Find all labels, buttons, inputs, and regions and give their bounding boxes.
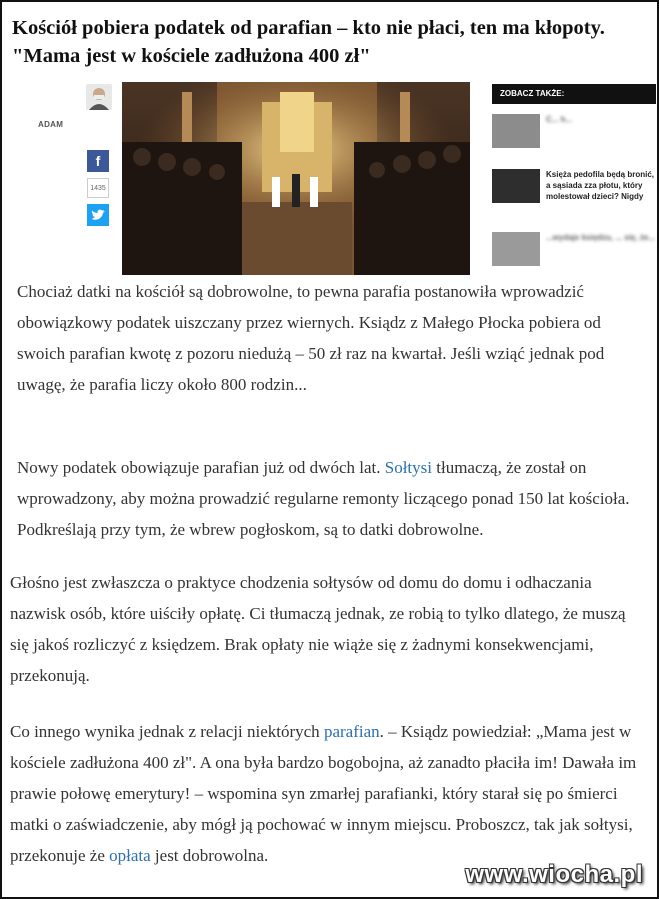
- sidebar-thumbnail: [492, 232, 540, 266]
- article-paragraph-3: Głośno jest zwłaszcza o praktyce chodzenia sołtysów od domu do domu i odhaczania nazwisk osób, które uiściły opłatę. Ci tłumaczą jednak, ze robią to tylko dlatego, że muszą się jakoś rozliczyć z księdzem. Brak opłaty nie wiąże się z żadnymi konsekwencjami, przekonują.: [10, 573, 626, 685]
- paragraph-text: jest dobrowolna.: [150, 846, 269, 865]
- site-watermark: www.wiocha.pl: [465, 861, 643, 888]
- sidebar-title: ZOBACZ TAKŻE:: [492, 84, 656, 104]
- oplata-link[interactable]: opłata: [109, 846, 151, 865]
- sidebar-item-title: Księża pedofila będą bronić, a sąsiada zza płotu, który molestował dzieci? Nigdy: [546, 170, 655, 201]
- paragraph-text: Nowy podatek obowiązuje parafian już od dwóch lat.: [17, 458, 385, 477]
- article-paragraph-2: [17, 452, 637, 545]
- facebook-icon[interactable]: f: [87, 150, 109, 172]
- soltysi-link[interactable]: Sołtysi: [384, 458, 432, 477]
- sidebar-item[interactable]: [492, 232, 656, 276]
- parafian-link[interactable]: parafian: [323, 722, 380, 741]
- sidebar-item[interactable]: [492, 114, 656, 158]
- article-paragraph-1: Chociaż datki na kościół są dobrowolne, to pewna parafia postanowiła wprowadzić obowiązkowy podatek uiszczany przez wiernych. Ksiądz z Małego Płocka pobiera od swoich parafian kwotę z pozoru niedużą – 50 zł raz na kwartał. Jeśli wziąć jednak pod uwagę, że parafia liczy około 800 rodzin...: [17, 282, 605, 394]
- sidebar-item-title: ...wydaje księdzu, ... się, że...: [546, 233, 655, 242]
- church-photo: [122, 82, 470, 275]
- share-count: 1435: [87, 178, 109, 198]
- twitter-icon[interactable]: [87, 204, 109, 226]
- sidebar-thumbnail: [492, 169, 540, 203]
- paragraph-text: Co innego wynika jednak z relacji niektórych: [10, 722, 324, 741]
- author-avatar: [86, 84, 112, 110]
- article-paragraph-4: [10, 716, 640, 871]
- sidebar-item[interactable]: [492, 169, 656, 213]
- paragraph-text: . – Ksiądz powiedział: „Mama jest w kościele zadłużona 400 zł". A ona była bardzo bogobojna, aż zanadto płaciła im! Dawała im prawie połowę emerytury! – wspomina syn zmarłej parafianki, który starał się po śmierci matki o zaświadczenie, aby mógł ją pochować w innym miejscu. Proboszcz, tak jak sołtysi, przekonuje że: [10, 722, 637, 865]
- sidebar-thumbnail: [492, 114, 540, 148]
- author-name: ADAM: [38, 120, 64, 129]
- article-headline: Kościół pobiera podatek od parafian – kto nie płaci, ten ma kłopoty. "Mama jest w kościele zadłużona 400 zł": [12, 17, 605, 67]
- sidebar-item-title: C... h...: [546, 115, 573, 124]
- paragraph-text: tłumaczą, że został on wprowadzony, aby można prowadzić regularne remonty liczącego ponad 150 lat kościoła. Podkreślają przy tym, że wbrew pogłoskom, są to datki dobrowolne.: [17, 458, 630, 539]
